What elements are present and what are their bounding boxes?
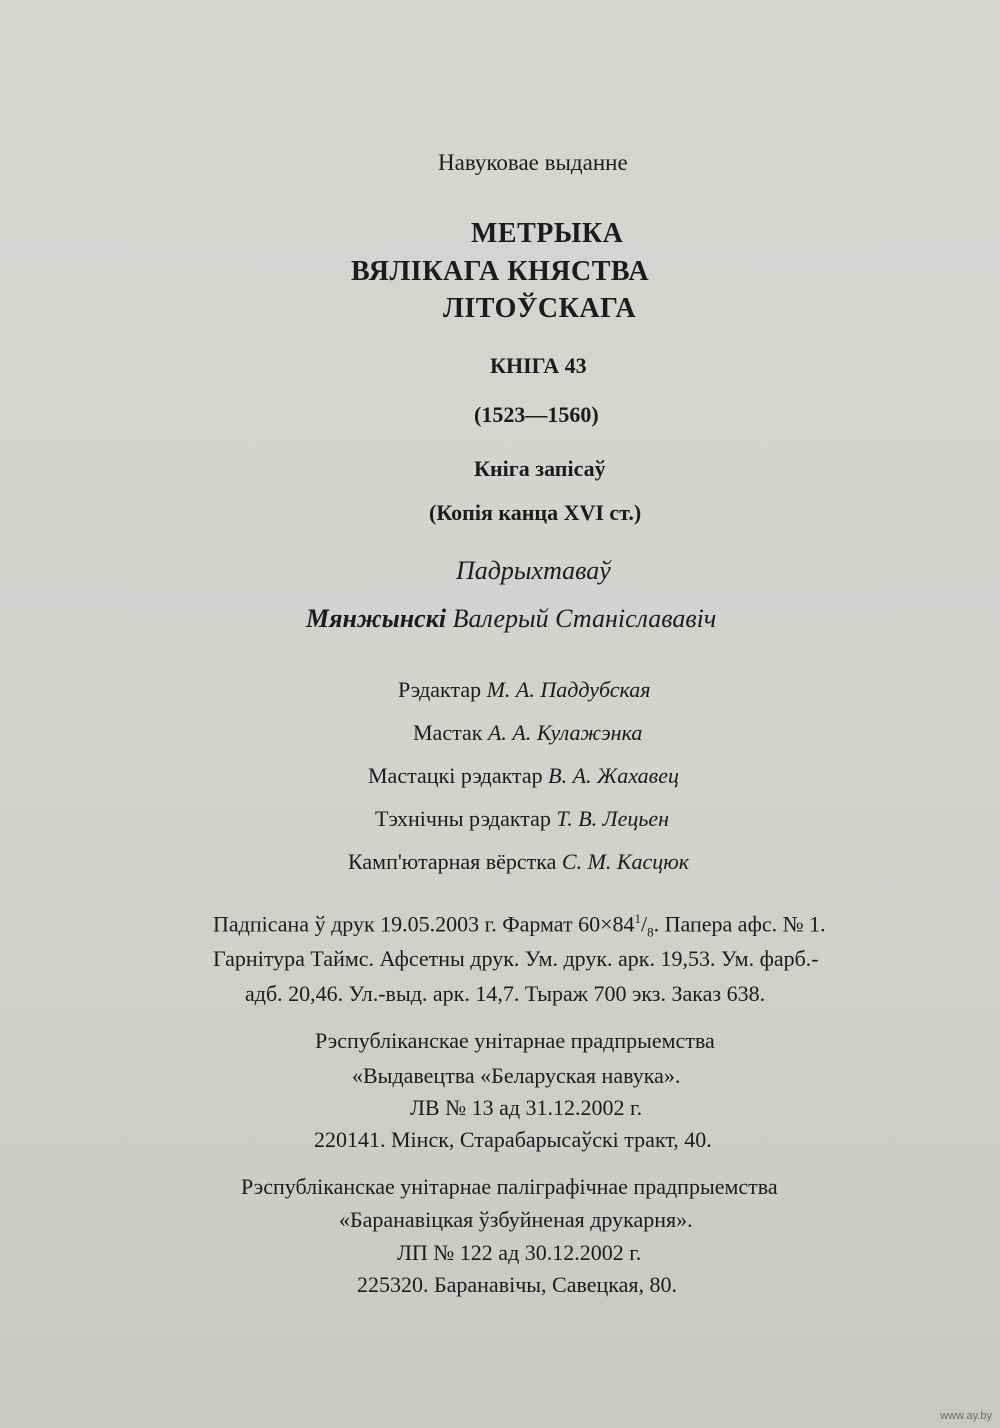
printer-line-4: 225320. Баранавічы, Савецкая, 80. (357, 1272, 678, 1297)
credit-artist (413, 720, 642, 746)
credit-role: Рэдактар (398, 677, 482, 702)
format-fraction-numerator: 1 (634, 911, 642, 926)
printer-line-1: Рэспубліканскае унітарнае паліграфічнае прадпрыемства (241, 1174, 778, 1199)
copy-note: (Копія канца XVI ст.) (429, 500, 642, 525)
credit-role: Мастак (413, 720, 483, 745)
credit-layout (348, 849, 689, 875)
watermark: www.ay.by (940, 1410, 992, 1422)
print-info-text: Падпісана ў друк 19.05.2003 г. Фармат 60×84 (213, 911, 635, 937)
print-info-line-1: Падпісана ў друк 19.05.2003 г. Фармат $60\times 84^1/_8$. Папера афс. № 1. (213, 911, 826, 940)
credit-role: Тэхнічны рэдактар (375, 806, 551, 831)
title-line-1: МЕТРЫКА (471, 218, 624, 249)
printer-line-3: ЛП № 122 ад 30.12.2002 г. (397, 1240, 642, 1265)
credit-person: В. А. Жахавец (548, 763, 679, 788)
printer-line-2: «Баранавіцкая ўзбуйненая друкарня». (339, 1207, 693, 1232)
publisher-line-2: «Выдавецтва «Беларуская навука». (352, 1063, 681, 1088)
credit-role: Камп'ютарная вёрстка (348, 849, 557, 874)
author-name (306, 604, 716, 634)
format-fraction-denominator: 8 (647, 924, 654, 940)
print-info-line-2: Гарнітура Таймс. Афсетны друк. Ум. друк. арк. 19,53. Ум. фарб.- (213, 946, 819, 971)
prepared-by-label: Падрыхтаваў (456, 556, 611, 585)
credit-editor (398, 677, 651, 703)
book-type: Кніга запісаў (474, 456, 606, 481)
publisher-line-4: 220141. Мінск, Старабарысаўскі тракт, 40. (314, 1127, 712, 1152)
publisher-line-3: ЛВ № 13 ад 31.12.2002 г. (410, 1095, 643, 1120)
credit-role: Мастацкі рэдактар (368, 763, 543, 788)
publisher-line-1: Рэспубліканскае унітарнае прадпрыемства (315, 1028, 715, 1053)
book-number: КНІГА 43 (490, 353, 587, 378)
book-years: (1523—1560) (474, 402, 599, 427)
credit-technical-editor (375, 806, 669, 832)
credit-person: С. М. Касцюк (561, 849, 690, 874)
credit-person: Т. В. Лецьен (556, 806, 670, 831)
author-given-names: Валерый Станіслававіч (452, 604, 717, 633)
print-info-text: . Папера афс. № 1. (653, 911, 826, 937)
author-surname: Мянжынскі (306, 604, 447, 633)
genre-label: Навуковае выданне (438, 150, 628, 175)
credit-person: М. А. Паддубская (486, 677, 651, 702)
print-info-line-3: адб. 20,46. Ул.-выд. арк. 14,7. Тыраж 700 экз. Заказ 638. (245, 981, 766, 1006)
title-line-2: ВЯЛІКАГА КНЯСТВА (350, 256, 650, 287)
credit-art-editor (368, 763, 679, 789)
credit-person: А. А. Кулажэнка (487, 720, 643, 745)
title-line-3: ЛІТОЎСКАГА (443, 293, 637, 324)
